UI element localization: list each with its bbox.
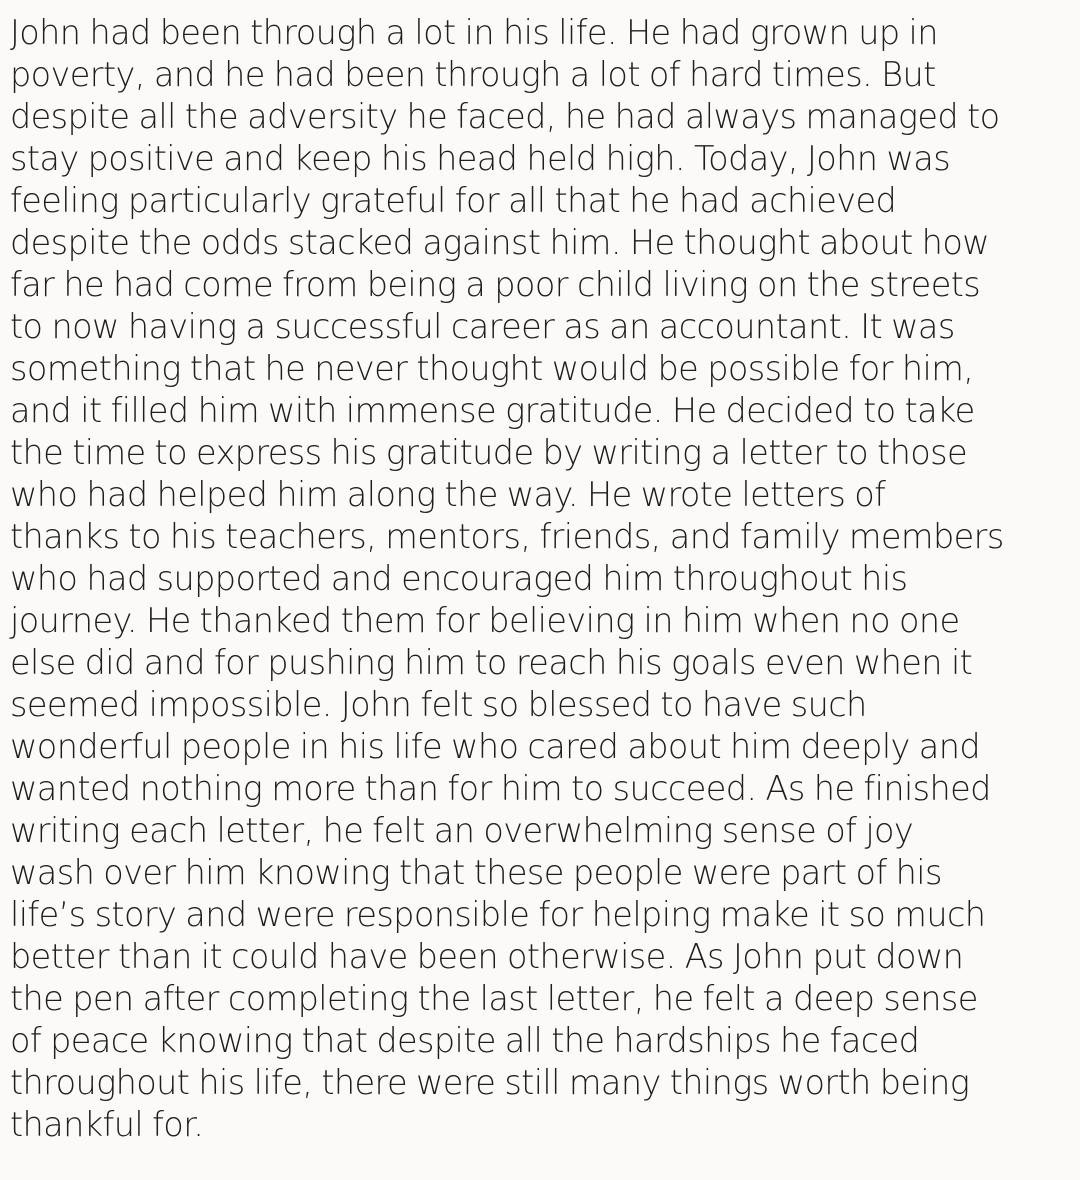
text-line-19: wanted nothing more than for him to succeed. As he finished [10, 769, 991, 808]
text-line-22: life’s story and were responsible for helping make it so much [10, 895, 986, 934]
text-line-15: journey. He thanked them for believing in him when no one [10, 601, 960, 640]
text-line-11: the time to express his gratitude by writing a letter to those [10, 433, 967, 472]
text-line-20: writing each letter, he felt an overwhelming sense of joy [10, 811, 914, 850]
text-line-3: despite all the adversity he faced, he had always managed to [10, 97, 1000, 136]
text-line-24: the pen after completing the last letter, he felt a deep sense [10, 979, 978, 1018]
text-line-27: thankful for. [10, 1105, 204, 1144]
text-line-6: despite the odds stacked against him. He thought about how [10, 223, 990, 262]
text-line-16: else did and for pushing him to reach his goals even when it [10, 643, 973, 682]
text-line-2: poverty, and he had been through a lot of hard times. But [10, 55, 936, 94]
text-line-9: something that he never thought would be possible for him, [10, 349, 974, 388]
text-line-25: of peace knowing that despite all the hardships he faced [10, 1021, 920, 1060]
text-line-21: wash over him knowing that these people were part of his [10, 853, 942, 892]
text-line-12: who had helped him along the way. He wrote letters of [10, 475, 886, 514]
text-line-17: seemed impossible. John felt so blessed to have such [10, 685, 867, 724]
text-line-10: and it filled him with immense gratitude. He decided to take [10, 391, 975, 430]
text-line-7: far he had come from being a poor child living on the streets [10, 265, 981, 304]
text-line-5: feeling particularly grateful for all that he had achieved [10, 181, 897, 220]
text-line-8: to now having a successful career as an accountant. It was [10, 307, 955, 346]
text-line-23: better than it could have been otherwise. As John put down [10, 937, 964, 976]
story-text [10, 12, 1074, 1146]
text-line-26: throughout his life, there were still many things worth being [10, 1063, 970, 1102]
text-line-4: stay positive and keep his head held high. Today, John was [10, 139, 951, 178]
text-line-13: thanks to his teachers, mentors, friends, and family members [10, 517, 1004, 556]
text-line-14: who had supported and encouraged him throughout his [10, 559, 908, 598]
text-line-18: wonderful people in his life who cared about him deeply and [10, 727, 981, 766]
text-line-1: John had been through a lot in his life. He had grown up in [10, 13, 938, 52]
